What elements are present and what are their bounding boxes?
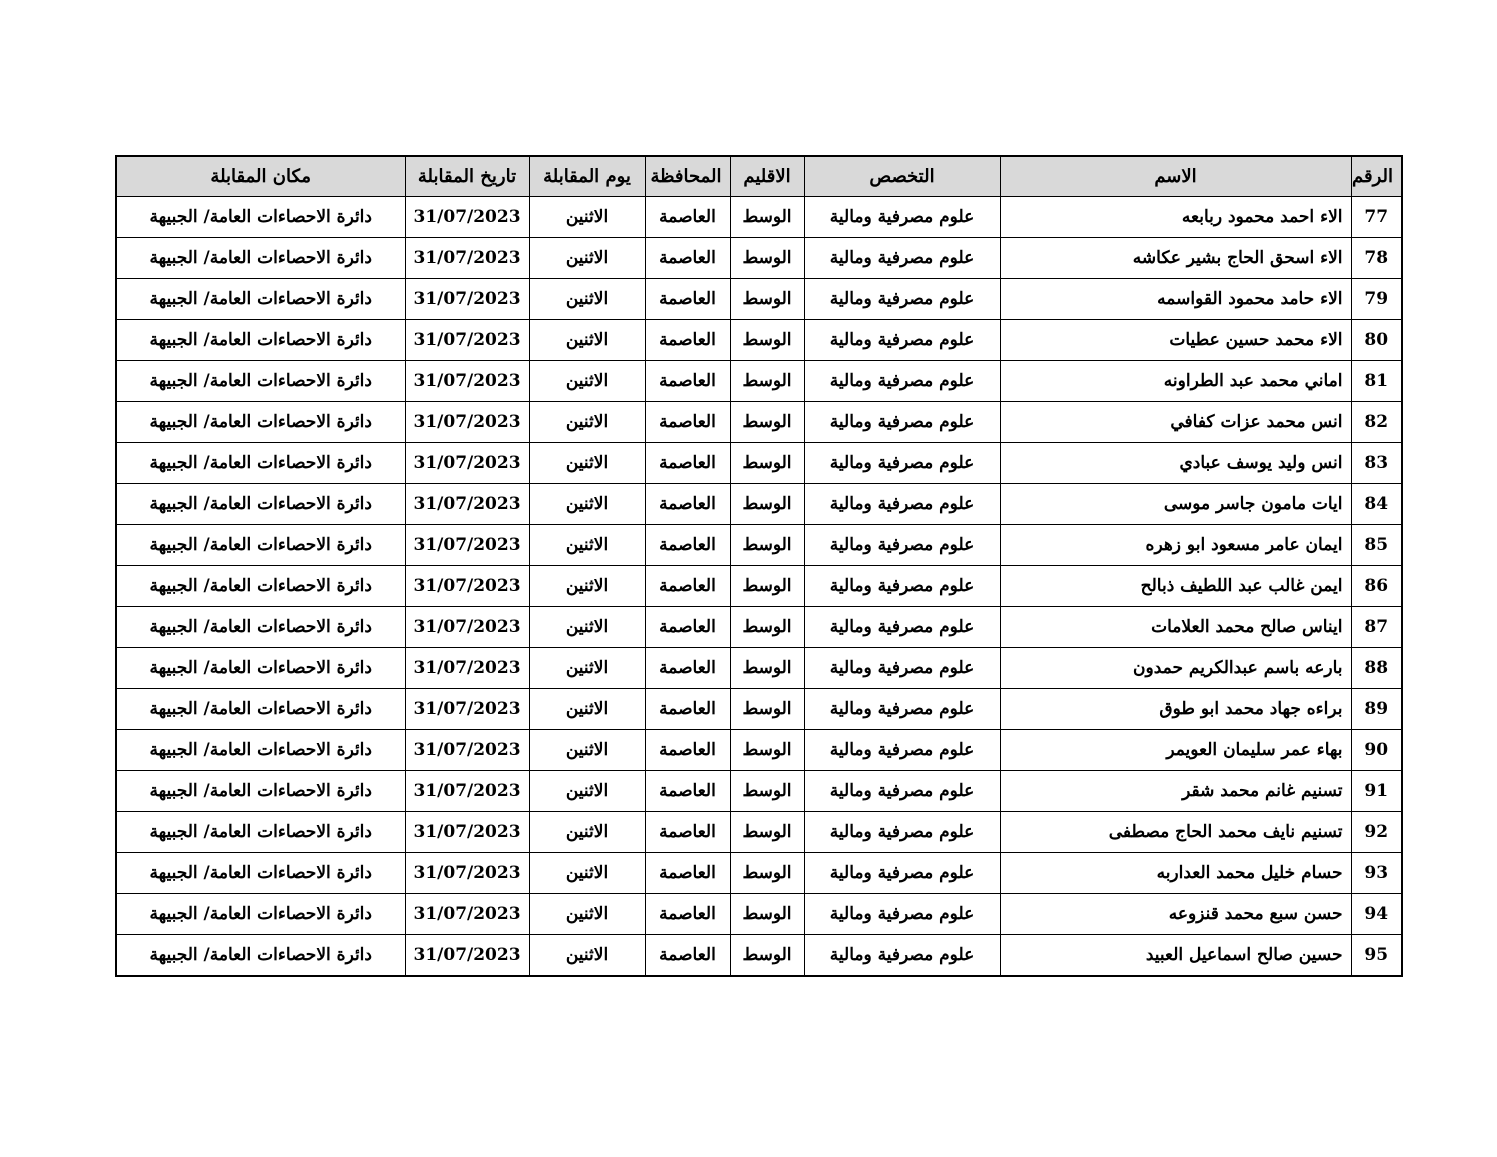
cell-name: تسنيم نايف محمد الحاج مصطفى bbox=[1000, 812, 1351, 853]
table-row bbox=[116, 402, 1402, 443]
cell-date: 31/07/2023 bbox=[405, 525, 529, 566]
cell-date: 31/07/2023 bbox=[405, 361, 529, 402]
cell-number: 78 bbox=[1351, 238, 1402, 279]
cell-place: دائرة الاحصاءات العامة/ الجبيهة bbox=[116, 566, 405, 607]
cell-date: 31/07/2023 bbox=[405, 566, 529, 607]
cell-major: علوم مصرفية ومالية bbox=[804, 484, 1000, 525]
table-row bbox=[116, 443, 1402, 484]
cell-governorate: العاصمة bbox=[645, 894, 730, 935]
cell-region: الوسط bbox=[730, 812, 804, 853]
cell-number: 80 bbox=[1351, 320, 1402, 361]
cell-place: دائرة الاحصاءات العامة/ الجبيهة bbox=[116, 607, 405, 648]
cell-place: دائرة الاحصاءات العامة/ الجبيهة bbox=[116, 525, 405, 566]
table-row bbox=[116, 484, 1402, 525]
cell-governorate: العاصمة bbox=[645, 730, 730, 771]
cell-governorate: العاصمة bbox=[645, 853, 730, 894]
cell-region: الوسط bbox=[730, 484, 804, 525]
cell-major: علوم مصرفية ومالية bbox=[804, 443, 1000, 484]
cell-major: علوم مصرفية ومالية bbox=[804, 197, 1000, 238]
cell-major: علوم مصرفية ومالية bbox=[804, 525, 1000, 566]
cell-day: الاثنين bbox=[529, 443, 645, 484]
cell-name: الاء حامد محمود القواسمه bbox=[1000, 279, 1351, 320]
table-row bbox=[116, 361, 1402, 402]
table-row bbox=[116, 279, 1402, 320]
cell-number: 95 bbox=[1351, 935, 1402, 977]
cell-number: 87 bbox=[1351, 607, 1402, 648]
cell-date: 31/07/2023 bbox=[405, 648, 529, 689]
cell-region: الوسط bbox=[730, 771, 804, 812]
cell-region: الوسط bbox=[730, 525, 804, 566]
cell-date: 31/07/2023 bbox=[405, 197, 529, 238]
table-row bbox=[116, 771, 1402, 812]
cell-major: علوم مصرفية ومالية bbox=[804, 812, 1000, 853]
header-major: التخصص bbox=[804, 156, 1000, 197]
cell-name: اماني محمد عبد الطراونه bbox=[1000, 361, 1351, 402]
cell-major: علوم مصرفية ومالية bbox=[804, 320, 1000, 361]
cell-number: 88 bbox=[1351, 648, 1402, 689]
cell-governorate: العاصمة bbox=[645, 197, 730, 238]
cell-region: الوسط bbox=[730, 853, 804, 894]
cell-name: انس محمد عزات كفافي bbox=[1000, 402, 1351, 443]
cell-day: الاثنين bbox=[529, 853, 645, 894]
cell-name: انس وليد يوسف عبادي bbox=[1000, 443, 1351, 484]
cell-governorate: العاصمة bbox=[645, 689, 730, 730]
cell-number: 82 bbox=[1351, 402, 1402, 443]
header-num: الرقم bbox=[1351, 156, 1402, 197]
cell-place: دائرة الاحصاءات العامة/ الجبيهة bbox=[116, 648, 405, 689]
table-row bbox=[116, 320, 1402, 361]
cell-day: الاثنين bbox=[529, 894, 645, 935]
cell-major: علوم مصرفية ومالية bbox=[804, 771, 1000, 812]
cell-date: 31/07/2023 bbox=[405, 320, 529, 361]
table-row bbox=[116, 853, 1402, 894]
cell-date: 31/07/2023 bbox=[405, 894, 529, 935]
cell-place: دائرة الاحصاءات العامة/ الجبيهة bbox=[116, 402, 405, 443]
cell-region: الوسط bbox=[730, 648, 804, 689]
interview-schedule-table bbox=[115, 155, 1403, 977]
cell-region: الوسط bbox=[730, 935, 804, 977]
cell-number: 81 bbox=[1351, 361, 1402, 402]
cell-place: دائرة الاحصاءات العامة/ الجبيهة bbox=[116, 771, 405, 812]
cell-governorate: العاصمة bbox=[645, 484, 730, 525]
cell-major: علوم مصرفية ومالية bbox=[804, 853, 1000, 894]
cell-governorate: العاصمة bbox=[645, 361, 730, 402]
cell-name: تسنيم غانم محمد شقر bbox=[1000, 771, 1351, 812]
header-date: تاريخ المقابلة bbox=[405, 156, 529, 197]
cell-major: علوم مصرفية ومالية bbox=[804, 730, 1000, 771]
cell-governorate: العاصمة bbox=[645, 402, 730, 443]
cell-governorate: العاصمة bbox=[645, 238, 730, 279]
cell-day: الاثنين bbox=[529, 812, 645, 853]
cell-region: الوسط bbox=[730, 361, 804, 402]
cell-major: علوم مصرفية ومالية bbox=[804, 361, 1000, 402]
cell-major: علوم مصرفية ومالية bbox=[804, 648, 1000, 689]
cell-major: علوم مصرفية ومالية bbox=[804, 402, 1000, 443]
cell-region: الوسط bbox=[730, 894, 804, 935]
header-place: مكان المقابلة bbox=[116, 156, 405, 197]
cell-number: 85 bbox=[1351, 525, 1402, 566]
table-body bbox=[116, 197, 1402, 977]
cell-name: بارعه باسم عبدالكريم حمدون bbox=[1000, 648, 1351, 689]
table-row bbox=[116, 935, 1402, 977]
cell-major: علوم مصرفية ومالية bbox=[804, 238, 1000, 279]
cell-day: الاثنين bbox=[529, 771, 645, 812]
cell-number: 92 bbox=[1351, 812, 1402, 853]
cell-day: الاثنين bbox=[529, 238, 645, 279]
cell-date: 31/07/2023 bbox=[405, 402, 529, 443]
cell-date: 31/07/2023 bbox=[405, 771, 529, 812]
cell-number: 83 bbox=[1351, 443, 1402, 484]
table-row bbox=[116, 648, 1402, 689]
cell-date: 31/07/2023 bbox=[405, 484, 529, 525]
table-row bbox=[116, 689, 1402, 730]
cell-number: 84 bbox=[1351, 484, 1402, 525]
cell-date: 31/07/2023 bbox=[405, 853, 529, 894]
cell-number: 93 bbox=[1351, 853, 1402, 894]
cell-number: 89 bbox=[1351, 689, 1402, 730]
table-row bbox=[116, 238, 1402, 279]
cell-governorate: العاصمة bbox=[645, 320, 730, 361]
table-row bbox=[116, 894, 1402, 935]
table-row bbox=[116, 607, 1402, 648]
cell-name: براءه جهاد محمد ابو طوق bbox=[1000, 689, 1351, 730]
cell-governorate: العاصمة bbox=[645, 525, 730, 566]
cell-day: الاثنين bbox=[529, 197, 645, 238]
cell-place: دائرة الاحصاءات العامة/ الجبيهة bbox=[116, 812, 405, 853]
cell-date: 31/07/2023 bbox=[405, 812, 529, 853]
cell-day: الاثنين bbox=[529, 402, 645, 443]
cell-place: دائرة الاحصاءات العامة/ الجبيهة bbox=[116, 238, 405, 279]
table-row bbox=[116, 812, 1402, 853]
cell-governorate: العاصمة bbox=[645, 607, 730, 648]
cell-date: 31/07/2023 bbox=[405, 935, 529, 977]
cell-governorate: العاصمة bbox=[645, 279, 730, 320]
cell-day: الاثنين bbox=[529, 320, 645, 361]
cell-region: الوسط bbox=[730, 689, 804, 730]
cell-place: دائرة الاحصاءات العامة/ الجبيهة bbox=[116, 443, 405, 484]
cell-number: 91 bbox=[1351, 771, 1402, 812]
table-row bbox=[116, 730, 1402, 771]
cell-governorate: العاصمة bbox=[645, 648, 730, 689]
cell-name: ايمان عامر مسعود ابو زهره bbox=[1000, 525, 1351, 566]
cell-place: دائرة الاحصاءات العامة/ الجبيهة bbox=[116, 935, 405, 977]
cell-name: حسين صالح اسماعيل العبيد bbox=[1000, 935, 1351, 977]
cell-place: دائرة الاحصاءات العامة/ الجبيهة bbox=[116, 894, 405, 935]
cell-major: علوم مصرفية ومالية bbox=[804, 935, 1000, 977]
cell-region: الوسط bbox=[730, 279, 804, 320]
cell-day: الاثنين bbox=[529, 361, 645, 402]
cell-place: دائرة الاحصاءات العامة/ الجبيهة bbox=[116, 361, 405, 402]
cell-name: ايات مامون جاسر موسى bbox=[1000, 484, 1351, 525]
cell-place: دائرة الاحصاءات العامة/ الجبيهة bbox=[116, 279, 405, 320]
cell-date: 31/07/2023 bbox=[405, 689, 529, 730]
cell-place: دائرة الاحصاءات العامة/ الجبيهة bbox=[116, 484, 405, 525]
cell-name: الاء احمد محمود ربابعه bbox=[1000, 197, 1351, 238]
table-header bbox=[116, 156, 1402, 197]
cell-name: الاء محمد حسين عطيات bbox=[1000, 320, 1351, 361]
cell-number: 86 bbox=[1351, 566, 1402, 607]
header-row bbox=[116, 156, 1402, 197]
cell-date: 31/07/2023 bbox=[405, 238, 529, 279]
header-day: يوم المقابلة bbox=[529, 156, 645, 197]
cell-region: الوسط bbox=[730, 238, 804, 279]
cell-governorate: العاصمة bbox=[645, 443, 730, 484]
cell-region: الوسط bbox=[730, 730, 804, 771]
cell-number: 90 bbox=[1351, 730, 1402, 771]
cell-major: علوم مصرفية ومالية bbox=[804, 279, 1000, 320]
cell-governorate: العاصمة bbox=[645, 566, 730, 607]
cell-region: الوسط bbox=[730, 566, 804, 607]
cell-number: 94 bbox=[1351, 894, 1402, 935]
cell-day: الاثنين bbox=[529, 730, 645, 771]
cell-major: علوم مصرفية ومالية bbox=[804, 894, 1000, 935]
cell-date: 31/07/2023 bbox=[405, 279, 529, 320]
header-region: الاقليم bbox=[730, 156, 804, 197]
cell-region: الوسط bbox=[730, 607, 804, 648]
cell-day: الاثنين bbox=[529, 484, 645, 525]
cell-date: 31/07/2023 bbox=[405, 607, 529, 648]
cell-place: دائرة الاحصاءات العامة/ الجبيهة bbox=[116, 197, 405, 238]
cell-governorate: العاصمة bbox=[645, 812, 730, 853]
table-row bbox=[116, 197, 1402, 238]
cell-day: الاثنين bbox=[529, 279, 645, 320]
cell-place: دائرة الاحصاءات العامة/ الجبيهة bbox=[116, 689, 405, 730]
cell-date: 31/07/2023 bbox=[405, 443, 529, 484]
cell-major: علوم مصرفية ومالية bbox=[804, 607, 1000, 648]
table-row bbox=[116, 525, 1402, 566]
cell-name: بهاء عمر سليمان العويمر bbox=[1000, 730, 1351, 771]
cell-number: 79 bbox=[1351, 279, 1402, 320]
header-governorate: المحافظة bbox=[645, 156, 730, 197]
cell-name: الاء اسحق الحاج بشير عكاشه bbox=[1000, 238, 1351, 279]
cell-day: الاثنين bbox=[529, 566, 645, 607]
cell-name: ايناس صالح محمد العلامات bbox=[1000, 607, 1351, 648]
cell-major: علوم مصرفية ومالية bbox=[804, 689, 1000, 730]
cell-day: الاثنين bbox=[529, 648, 645, 689]
cell-name: ايمن غالب عبد اللطيف ذبالح bbox=[1000, 566, 1351, 607]
cell-day: الاثنين bbox=[529, 525, 645, 566]
cell-region: الوسط bbox=[730, 402, 804, 443]
cell-governorate: العاصمة bbox=[645, 771, 730, 812]
table-row bbox=[116, 566, 1402, 607]
cell-place: دائرة الاحصاءات العامة/ الجبيهة bbox=[116, 730, 405, 771]
cell-region: الوسط bbox=[730, 197, 804, 238]
cell-day: الاثنين bbox=[529, 935, 645, 977]
cell-major: علوم مصرفية ومالية bbox=[804, 566, 1000, 607]
header-name: الاسم bbox=[1000, 156, 1351, 197]
cell-date: 31/07/2023 bbox=[405, 730, 529, 771]
cell-day: الاثنين bbox=[529, 689, 645, 730]
cell-number: 77 bbox=[1351, 197, 1402, 238]
cell-place: دائرة الاحصاءات العامة/ الجبيهة bbox=[116, 853, 405, 894]
cell-region: الوسط bbox=[730, 320, 804, 361]
cell-day: الاثنين bbox=[529, 607, 645, 648]
cell-place: دائرة الاحصاءات العامة/ الجبيهة bbox=[116, 320, 405, 361]
cell-name: حسن سبع محمد قنزوعه bbox=[1000, 894, 1351, 935]
cell-region: الوسط bbox=[730, 443, 804, 484]
cell-governorate: العاصمة bbox=[645, 935, 730, 977]
cell-name: حسام خليل محمد العداربه bbox=[1000, 853, 1351, 894]
